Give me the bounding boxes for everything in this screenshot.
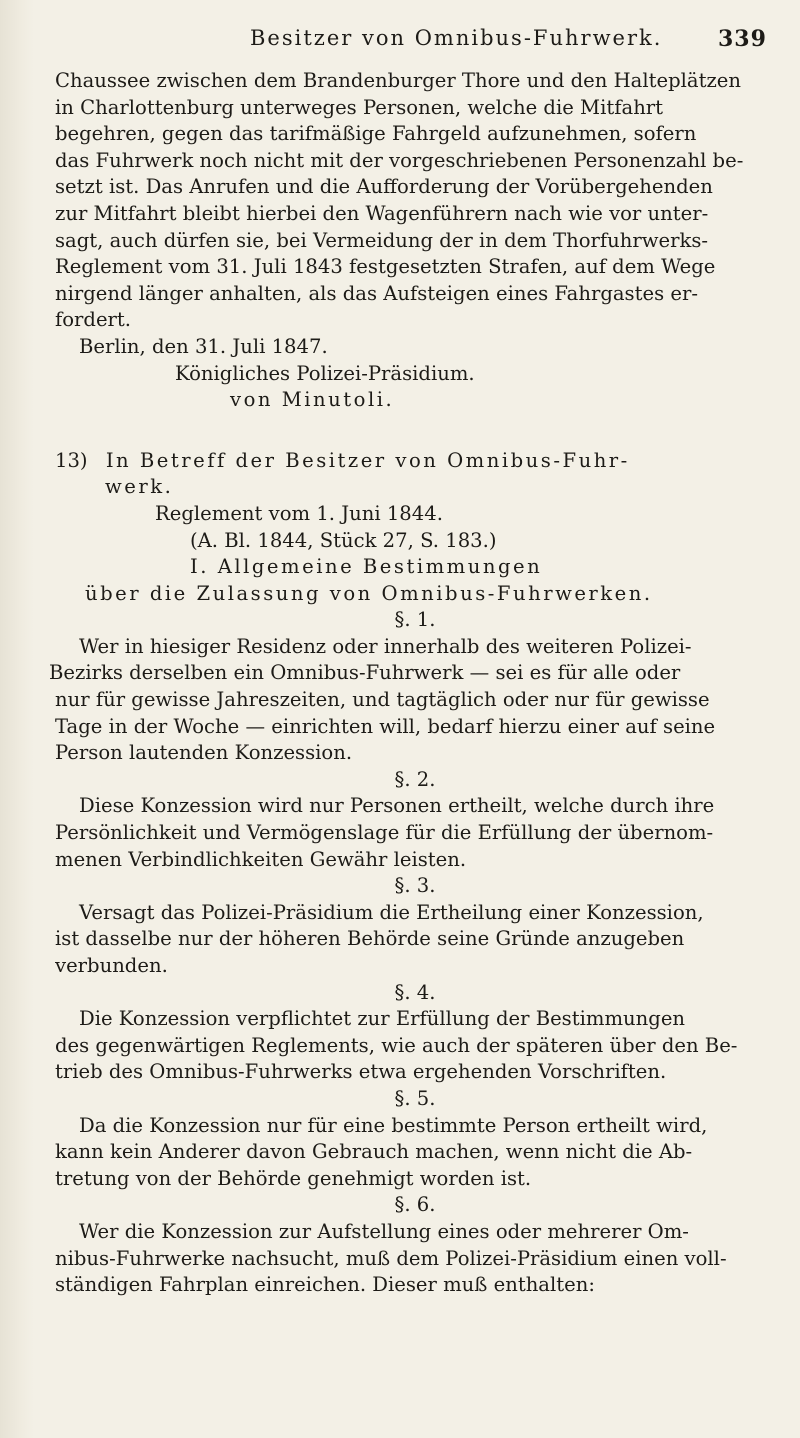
text-line: Da die Konzession nur für eine bestimmte Person ertheilt wird,	[79, 1113, 708, 1137]
book-spine-shadow	[0, 0, 34, 1438]
paragraph-label: §. 4.	[394, 980, 436, 1004]
paragraph-label: §. 2.	[394, 767, 436, 791]
text-line: Wer in hiesiger Residenz oder innerhalb des weiteren Polizei-	[79, 634, 692, 658]
issuing-authority: Königliches Polizei-Präsidium.	[175, 361, 475, 385]
item-heading	[55, 448, 775, 475]
text-line: begehren, gegen das tarifmäßige Fahrgeld aufzunehmen, sofern	[55, 122, 697, 146]
paragraph-label: §. 5.	[394, 1086, 436, 1110]
text-line: zur Mitfahrt bleibt hierbei den Wagenführern nach wie vor unter-	[55, 201, 709, 225]
paragraph-label: §. 1.	[394, 608, 436, 632]
citation: (A. Bl. 1844, Stück 27, S. 183.)	[190, 528, 497, 552]
main-text	[49, 68, 775, 1299]
text-line: ständigen Fahrplan einreichen. Dieser muß enthalten:	[55, 1273, 595, 1297]
text-line: Chaussee zwischen dem Brandenburger Thore und den Halteplätzen	[55, 69, 742, 92]
text-line: Tage in der Woche — einrichten will, bedarf hierzu einer auf seine	[55, 714, 716, 738]
text-line: des gegenwärtigen Reglements, wie auch der späteren über den Be-	[55, 1033, 738, 1057]
item-title: In Betreff der Besitzer von Omnibus-Fuhr-	[105, 448, 630, 472]
text-line: nibus-Fuhrwerke nachsucht, muß dem Polizei-Präsidium einen voll-	[55, 1246, 727, 1270]
text-line: Reglement vom 31. Juli 1843 festgesetzten Strafen, auf dem Wege	[55, 255, 716, 279]
text-line: Wer die Konzession zur Aufstellung eines oder mehrerer Om-	[79, 1219, 689, 1243]
text-line: kann kein Anderer davon Gebrauch machen, wenn nicht die Ab-	[55, 1140, 693, 1164]
text-line: tretung von der Behörde genehmigt worden ist.	[55, 1166, 532, 1190]
text-line: nirgend länger anhalten, als das Aufsteigen eines Fahrgastes er-	[55, 281, 698, 305]
item-title-continued: werk.	[105, 475, 174, 499]
text-line: Versagt das Polizei-Präsidium die Ertheilung einer Konzession,	[79, 900, 704, 924]
signatory: von Minutoli.	[230, 388, 395, 412]
text-line: trieb des Omnibus-Fuhrwerks etwa ergehenden Vorschriften.	[55, 1060, 667, 1084]
text-line: Persönlichkeit und Vermögenslage für die Erfüllung der übernom-	[55, 821, 714, 845]
section-subheading: über die Zulassung von Omnibus-Fuhrwerken.	[85, 581, 653, 605]
text-line: fordert.	[55, 308, 132, 332]
item-number: 13)	[55, 448, 88, 472]
text-line: Die Konzession verpflichtet zur Erfüllung der Bestimmungen	[79, 1007, 686, 1031]
text-line: ist dasselbe nur der höheren Behörde seine Gründe anzugeben	[55, 927, 685, 951]
paragraph-label: §. 3.	[394, 874, 436, 898]
running-title: Besitzer von Omnibus-Fuhrwerk.	[250, 26, 663, 50]
text-line: in Charlottenburg unterweges Personen, welche die Mitfahrt	[55, 95, 664, 119]
text-line: Bezirks derselben ein Omnibus-Fuhrwerk — sei es für alle oder	[49, 661, 681, 685]
text-line: Diese Konzession wird nur Personen ertheilt, welche durch ihre	[79, 794, 715, 818]
text-line: setzt ist. Das Anrufen und die Aufforderung der Vorübergehenden	[55, 175, 713, 199]
section-heading: I. Allgemeine Bestimmungen	[190, 555, 543, 579]
text-line: das Fuhrwerk noch nicht mit der vorgeschriebenen Personenzahl be-	[55, 148, 744, 172]
paragraph-label: §. 6.	[394, 1193, 436, 1217]
text-line: nur für gewisse Jahreszeiten, und tagtäglich oder nur für gewisse	[55, 688, 710, 712]
text-line: menen Verbindlichkeiten Gewähr leisten.	[55, 847, 467, 871]
text-line: Person lautenden Konzession.	[55, 741, 353, 765]
regulation-title: Reglement vom 1. Juni 1844.	[155, 501, 443, 525]
text-line: verbunden.	[55, 954, 168, 977]
place-date: Berlin, den 31. Juli 1847.	[79, 334, 328, 358]
page-number: 339	[718, 26, 767, 52]
text-line: sagt, auch dürfen sie, bei Vermeidung der in dem Thorfuhrwerks-	[55, 228, 709, 252]
